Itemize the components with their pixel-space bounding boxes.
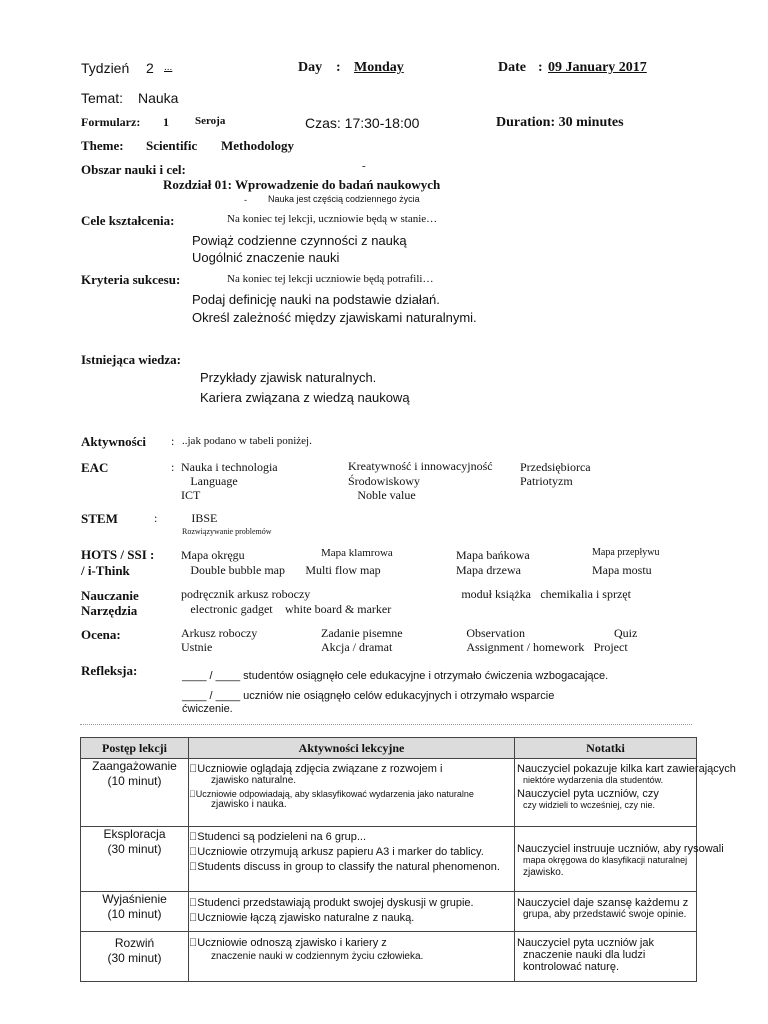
objectives-intro: Na koniec tej lekcji, uczniowie będą w stanie… [227,213,438,225]
objective-2: Uogólnić znaczenie nauki [192,250,340,265]
lesson-progress-table [80,737,736,982]
assessment-label: Ocena: [81,627,121,642]
activity-item: Uczniowie otrzymują arkusz papieru A3 i marker do tablicy. [189,846,476,858]
hots-circle-map: Mapa okręgu [181,548,245,562]
stage-cell [81,759,189,827]
week-value: 2 [146,60,154,76]
prior-knowledge-1: Przykłady zjawisk naturalnych. [200,370,377,385]
assessment-drama: Akcja / dramat [321,640,393,654]
activity-item: Studenci są podzieleni na 6 grup... [189,831,358,843]
assessment-worksheet: Arkusz roboczy [181,626,258,640]
hots-brace-map: Mapa klamrowa [321,547,393,559]
stage-time: (10 minut) [107,774,162,788]
activity-item-cont: zjawisko naturalne. [211,775,297,786]
stage-cell [81,932,189,982]
note-line: znaczenie nauki dla ludzi [523,949,646,961]
activities-value: ..jak podano w tabeli poniżej. [182,435,312,447]
note-line: Nauczyciel pyta uczniów, czy [517,788,659,800]
date-value: 09 January 2017 [548,60,647,75]
lesson-time: Czas: 17:30-18:00 [305,115,420,131]
note-line: kontrolować naturę. [523,961,619,973]
stage-cell [81,827,189,892]
activity-item: Uczniowie łączą zjawisko naturalne z nauką. [189,912,407,924]
note-line: niektóre wydarzenia dla studentów. [523,775,664,785]
topic-value: Nauka [138,90,179,106]
date-label: Date [498,60,526,75]
prior-knowledge-label: Istniejąca wiedza: [81,352,182,367]
activity-item: Uczniowie odnoszą zjawisko i kariery z [189,937,379,949]
week-dots: ... [164,62,173,73]
activities-colon: : [171,434,175,448]
stage-name: Eksploracja [103,827,166,841]
activities-cell [189,892,515,932]
stage-time: (30 minut) [107,951,162,965]
note-line: grupa, aby przedstawić swoje opinie. [523,909,687,920]
topic-label: Temat: [81,90,124,106]
assessment-quiz: Quiz [614,626,638,640]
eac-patriotism: Patriotyzm [520,474,573,488]
activity-item: Uczniowie odpowiadają, aby sklasyfikować wydarzenia jako naturalne [189,789,468,799]
reflection-line-3: ćwiczenie. [182,703,233,715]
lesson-duration: Duration: 30 minutes [496,115,624,130]
stage-name: Zaangażowanie [92,759,177,773]
note-line: Nauczyciel pokazuje kilka kart zawierających [517,763,736,775]
note-line: Nauczyciel instruuje uczniów, aby rysowali [517,843,724,855]
eac-creativity: Kreatywność i innowacyjność [348,459,493,473]
eac-science-technology: Nauka i technologia [181,460,278,474]
activities-cell [189,932,515,982]
notes-cell [515,827,724,892]
table-row [81,827,697,892]
day-colon: : [336,60,341,75]
activities-label: Aktywności [81,434,147,449]
eac-environment: Środowiskowy [348,474,421,488]
tools-module-chemicals: moduł książka chemikalia i sprzęt [452,587,616,601]
criterion-2: Określ zależność między zjawiskami naturalnymi. [192,310,477,325]
activity-item-cont: znaczenie nauki w codziennym życiu człowieka. [211,951,424,962]
theme-value-1: Scientific [146,138,198,153]
form-value: Seroja [195,115,226,127]
stem-ibse: IBSE [182,511,209,525]
stem-problem-solving: Rozwiązywanie problemów [182,527,272,536]
activity-item: Uczniowie oglądają zdjęcia związane z rozwojem i [189,763,435,775]
notes-cell [515,759,736,827]
table-header-row [81,738,697,759]
chapter-dash: - [244,195,247,205]
column-header-progress: Postęp lekcji [81,738,189,759]
activity-item: Students discuss in group to classify the natural phenomenon. [189,861,492,873]
eac-entrepreneur: Przedsiębiorca [520,460,591,474]
objectives-label: Cele kształcenia: [81,213,175,228]
hots-tree-map: Mapa drzewa [456,563,521,577]
area-dash: - [362,160,366,172]
tools-textbook-worksheet: podręcznik arkusz roboczy [181,587,311,601]
column-header-notes: Notatki [515,738,697,759]
stage-name: Wyjaśnienie [102,892,167,906]
eac-label: EAC [81,460,109,475]
theme-label: Theme: [81,138,124,153]
assessment-observation: Observation [457,626,516,640]
column-header-activities: Aktywności lekcyjne [189,738,515,759]
notes-cell [515,892,697,932]
note-line: mapa okręgowa do klasyfikacji naturalnej [523,855,688,865]
activity-item: Studenci przedstawiają produkt swojej dyskusji w grupie. [189,897,466,909]
criteria-label: Kryteria sukcesu: [81,272,181,287]
week-label: Tydzień [81,60,130,76]
note-line: zjawisko. [523,867,564,878]
note-line: Nauczyciel daje szansę każdemu z [517,897,689,909]
hots-double-bubble-map: Double bubble map [181,563,276,577]
activities-cell [189,827,515,892]
stage-name: Rozwiń [114,936,155,950]
table-row [81,932,697,982]
date-colon: : [538,60,543,75]
section-divider [80,724,692,725]
stem-label: STEM [81,511,118,526]
tools-label-1: Nauczanie [81,588,139,603]
reflection-line-2: ____ / ____ uczniów nie osiągnęło celów edukacyjnych i otrzymało wsparcie [182,690,555,702]
day-value: Monday [354,60,404,75]
eac-ict: ICT [181,488,201,502]
stem-colon: : [154,511,158,525]
criterion-1: Podaj definicję nauki na podstawie działań. [192,292,440,307]
activities-cell [189,759,515,827]
eac-noble-value: Noble value [348,488,407,502]
ithink-label: / i-Think [81,563,130,578]
stage-time: (10 minut) [107,907,162,921]
day-label: Day [298,60,323,75]
stage-time: (30 minut) [107,842,162,856]
chapter-title: Rozdział 01: Wprowadzenie do badań naukowych [163,177,441,192]
eac-colon: : [171,460,175,474]
theme-value-2: Methodology [221,138,294,153]
tools-gadget-whiteboard: electronic gadget white board & marker [181,602,373,616]
hots-bubble-map: Mapa bańkowa [456,548,530,562]
area-label: Obszar nauki i cel: [81,162,186,177]
notes-cell [515,932,697,982]
reflection-label: Refleksja: [81,663,138,678]
criteria-intro: Na koniec tej lekcji uczniowie będą potrafili… [227,273,434,285]
assessment-homework-project: Assignment / homework Project [457,640,612,654]
reflection-line-1: ____ / ____ studentów osiągnęło cele edukacyjne i otrzymało ćwiczenia wzbogacające. [182,670,609,682]
note-line: Nauczyciel pyta uczniów jak [517,937,654,949]
eac-empty-checkbox [520,488,529,503]
hots-multi-flow-map: Multi flow map [296,563,372,577]
eac-language: Language [181,474,229,488]
hots-bridge-map: Mapa mostu [592,563,652,577]
table-row [81,892,697,932]
assessment-oral: Ustnie [181,640,213,654]
prior-knowledge-2: Kariera związana z wiedzą naukową [200,390,410,405]
chapter-subtitle: Nauka jest częścią codziennego życia [268,194,420,204]
stage-cell [81,892,189,932]
hots-label: HOTS / SSI : [81,547,155,562]
form-number: 1 [163,115,169,129]
form-label: Formularz: [81,115,141,129]
tools-label-2: Narzędzia [81,603,138,618]
table-row [81,759,697,827]
activity-item-cont: zjawisko i nauka. [211,799,287,810]
note-line: czy widzieli to wcześniej, czy nie. [523,800,656,810]
hots-flow-map: Mapa przepływu [592,547,660,558]
assessment-written: Zadanie pisemne [321,626,403,640]
objective-1: Powiąż codzienne czynności z nauką [192,233,407,248]
